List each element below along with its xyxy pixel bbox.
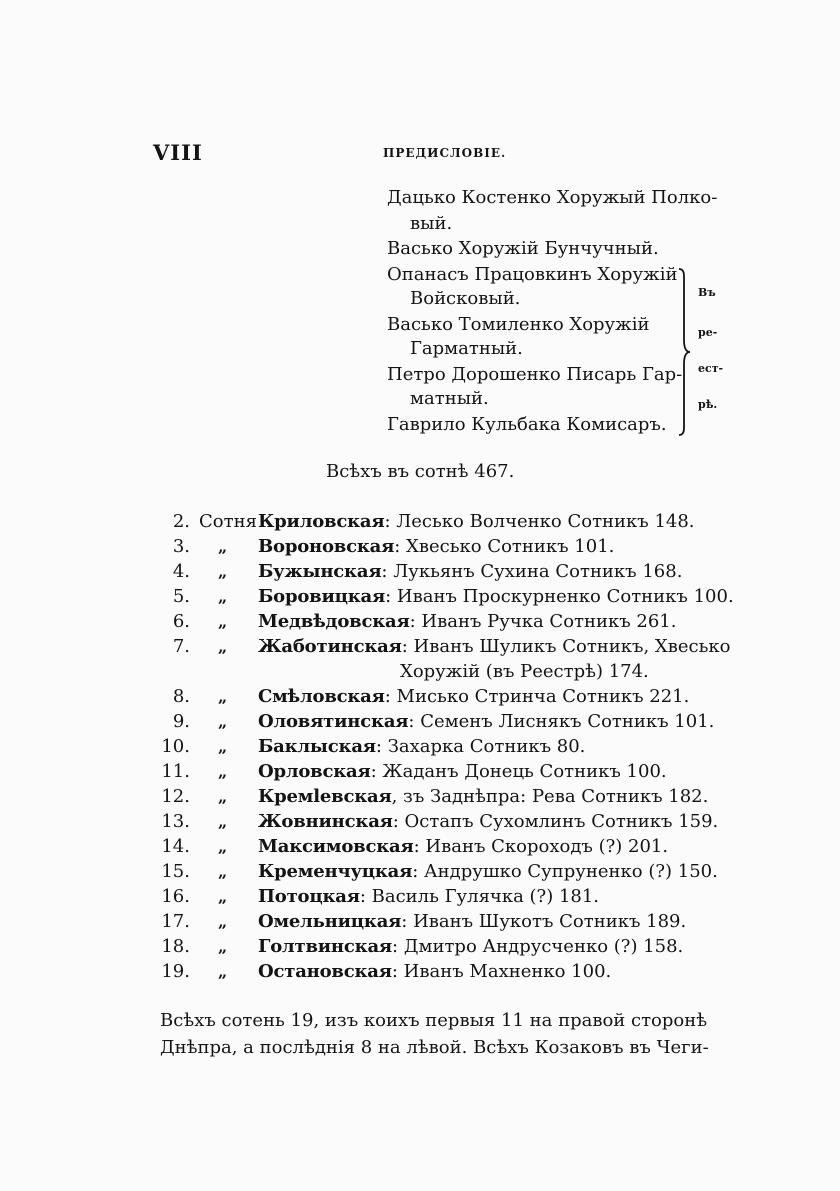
hundred-name: Потоцкая — [258, 886, 360, 907]
row-separator: : — [375, 736, 382, 757]
row-entry — [258, 784, 708, 809]
closing-line: Всѣхъ сотень 19, изъ коихъ первыя 11 на правой сторонѣ — [160, 1010, 708, 1031]
officer-line: Васько Томиленко Хоружій — [387, 314, 650, 335]
row-separator: , — [391, 786, 398, 807]
side-note-line: ест- — [698, 362, 724, 375]
hundred-detail: Захарка Сотникъ 80. — [381, 736, 586, 757]
row-separator: : — [370, 761, 377, 782]
row-separator: : — [392, 936, 399, 957]
officer-line: Васько Хоружій Бунчучный. — [387, 238, 659, 259]
ditto-mark: „ — [218, 837, 228, 856]
hundred-detail: Жаданъ Донець Сотникъ 100. — [376, 761, 667, 782]
hundred-detail: Лесько Волченко Сотникъ 148. — [390, 511, 695, 532]
row-entry — [258, 534, 614, 559]
hundred-name: Боровицкая — [258, 586, 386, 607]
hundred-name: Остановская — [258, 961, 392, 982]
hundred-detail: Мисько Стринча Сотникъ 221. — [390, 686, 690, 707]
hundred-detail: Андрушко Супруненко (?) 150. — [418, 861, 718, 882]
closing-line: Днѣпра, а послѣднія 8 на лѣвой. Всѣхъ Козаковъ въ Чеги- — [160, 1037, 709, 1058]
row-number: 8. — [172, 686, 190, 707]
row-entry — [258, 609, 676, 634]
row-entry — [258, 884, 599, 909]
row-entry — [258, 959, 611, 984]
hundred-detail: Дмитро Андрусченко (?) 158. — [398, 936, 684, 957]
row-number: 2. — [172, 511, 190, 532]
hundred-detail: Семенъ Лиснякъ Сотникъ 101. — [414, 711, 715, 732]
officer-line: Дацько Костенко Хоружый Полко- — [387, 187, 718, 208]
row-separator: : — [381, 561, 388, 582]
row-separator: : — [391, 961, 398, 982]
row-number: 19. — [161, 961, 190, 982]
hundred-name: Кременчуцкая — [258, 861, 413, 882]
officer-line: Гарматный. — [410, 338, 523, 359]
row-number: 11. — [161, 761, 190, 782]
side-note-line: ре- — [698, 326, 718, 339]
side-note-line: рѣ. — [698, 398, 718, 411]
hundred-name: Голтвинская — [258, 936, 393, 957]
hundred-name: Орловская — [258, 761, 371, 782]
officer-line: вый. — [410, 213, 453, 234]
row-number: 12. — [161, 786, 190, 807]
hundred-detail-continuation: Хоружій (въ Реестрѣ) 174. — [400, 661, 649, 682]
hundred-row — [160, 584, 740, 609]
hundred-detail: Остапъ Сухомлинъ Сотникъ 159. — [398, 811, 719, 832]
row-entry — [258, 859, 718, 884]
row-number: 4. — [172, 561, 190, 582]
hundred-row — [160, 509, 740, 534]
hundred-row — [160, 859, 740, 884]
row-separator: : — [385, 586, 392, 607]
hundred-detail: Иванъ Проскурненко Сотникъ 100. — [391, 586, 734, 607]
side-note-line: Въ — [698, 286, 716, 299]
row-number: 15. — [161, 861, 190, 882]
row-separator: : — [384, 511, 391, 532]
row-separator: : — [408, 711, 415, 732]
officer-line: Опанасъ Працовкинъ Хоружій — [387, 264, 678, 285]
hundred-row — [160, 559, 740, 584]
hundred-name: Вороновская — [258, 536, 395, 557]
row-prefix: Сотня — [199, 511, 257, 532]
ditto-mark: „ — [218, 937, 228, 956]
hundred-name: Максимовская — [258, 836, 414, 857]
ditto-mark: „ — [218, 862, 228, 881]
hundred-name: Кремlевская — [258, 786, 392, 807]
row-separator: : — [359, 886, 366, 907]
hundred-detail: Иванъ Махненко 100. — [397, 961, 612, 982]
ditto-mark: „ — [218, 637, 228, 656]
row-entry — [258, 584, 734, 609]
ditto-mark: „ — [218, 612, 228, 631]
hundred-name: Медвѣдовская — [258, 611, 410, 632]
row-number: 18. — [161, 936, 190, 957]
row-separator: : — [413, 836, 420, 857]
page-number: VIII — [153, 140, 203, 165]
row-number: 10. — [161, 736, 190, 757]
row-entry — [258, 509, 695, 534]
hundred-row — [160, 934, 740, 959]
row-entry — [258, 809, 718, 834]
hundred-name: Бужынская — [258, 561, 382, 582]
ditto-mark: „ — [218, 562, 228, 581]
row-entry — [258, 684, 689, 709]
hundred-row — [160, 534, 740, 559]
row-separator: : — [394, 536, 401, 557]
ditto-mark: „ — [218, 737, 228, 756]
row-separator: : — [401, 911, 408, 932]
row-number: 5. — [172, 586, 190, 607]
hundred-detail: зъ Заднѣпра: Рева Сотникъ 182. — [397, 786, 709, 807]
ditto-mark: „ — [218, 712, 228, 731]
row-number: 7. — [172, 636, 190, 657]
ditto-mark: „ — [218, 912, 228, 931]
curly-brace — [677, 268, 693, 436]
row-number: 9. — [172, 711, 190, 732]
row-separator: : — [392, 811, 399, 832]
hundred-row — [160, 959, 740, 984]
hundred-detail: Василь Гулячка (?) 181. — [365, 886, 600, 907]
hundred-detail: Иванъ Скороходъ (?) 201. — [419, 836, 669, 857]
page-header — [150, 140, 730, 166]
row-number: 14. — [161, 836, 190, 857]
row-entry — [258, 634, 731, 659]
row-separator: : — [409, 611, 416, 632]
hundred-row — [160, 884, 740, 909]
ditto-mark: „ — [218, 762, 228, 781]
hundred-row — [160, 834, 740, 859]
hundred-row — [160, 684, 740, 709]
officer-line: Петро Дорошенко Писарь Гар- — [387, 364, 683, 385]
hundred-detail: Лукьянъ Сухина Сотникъ 168. — [387, 561, 683, 582]
hundred-name: Криловская — [258, 511, 385, 532]
hundred-row — [160, 809, 740, 834]
hundred-row — [160, 609, 740, 634]
officer-line: матный. — [410, 388, 489, 409]
row-number: 3. — [172, 536, 190, 557]
row-number: 16. — [161, 886, 190, 907]
hundred-row — [160, 709, 740, 734]
row-entry — [258, 559, 682, 584]
row-entry — [258, 709, 714, 734]
row-number: 17. — [161, 911, 190, 932]
row-number: 6. — [172, 611, 190, 632]
officer-line: Войсковый. — [410, 288, 521, 309]
hundred-name: Смѣловская — [258, 686, 385, 707]
row-separator: : — [401, 636, 408, 657]
ditto-mark: „ — [218, 962, 228, 981]
running-title: ПРЕДИСЛОВІЕ. — [383, 146, 507, 160]
row-number: 13. — [161, 811, 190, 832]
hundred-row — [160, 734, 740, 759]
hundred-detail: Хвесько Сотникъ 101. — [400, 536, 615, 557]
hundred-name: Омельницкая — [258, 911, 402, 932]
ditto-mark: „ — [218, 787, 228, 806]
hundred-name: Жаботинская — [258, 636, 402, 657]
row-separator: : — [412, 861, 419, 882]
ditto-mark: „ — [218, 887, 228, 906]
row-entry — [258, 834, 668, 859]
hundred-row — [160, 909, 740, 934]
hundred-detail: Иванъ Ручка Сотникъ 261. — [415, 611, 677, 632]
hundred-total: Всѣхъ въ сотнѣ 467. — [326, 461, 515, 482]
row-entry — [258, 734, 585, 759]
ditto-mark: „ — [218, 587, 228, 606]
hundred-detail: Иванъ Шукотъ Сотникъ 189. — [407, 911, 687, 932]
hundred-name: Жовнинская — [258, 811, 393, 832]
hundred-name: Оловятинская — [258, 711, 409, 732]
row-entry — [258, 759, 667, 784]
hundred-detail: Иванъ Шуликъ Сотникъ, Хвесько — [407, 636, 731, 657]
row-separator: : — [384, 686, 391, 707]
hundred-row — [160, 784, 740, 809]
row-entry — [258, 909, 686, 934]
ditto-mark: „ — [218, 812, 228, 831]
hundred-row — [160, 759, 740, 784]
officer-line: Гаврило Кульбака Комисаръ. — [387, 414, 667, 435]
hundred-row — [160, 634, 740, 682]
row-entry — [258, 934, 683, 959]
hundred-name: Баклыская — [258, 736, 376, 757]
ditto-mark: „ — [218, 687, 228, 706]
ditto-mark: „ — [218, 537, 228, 556]
